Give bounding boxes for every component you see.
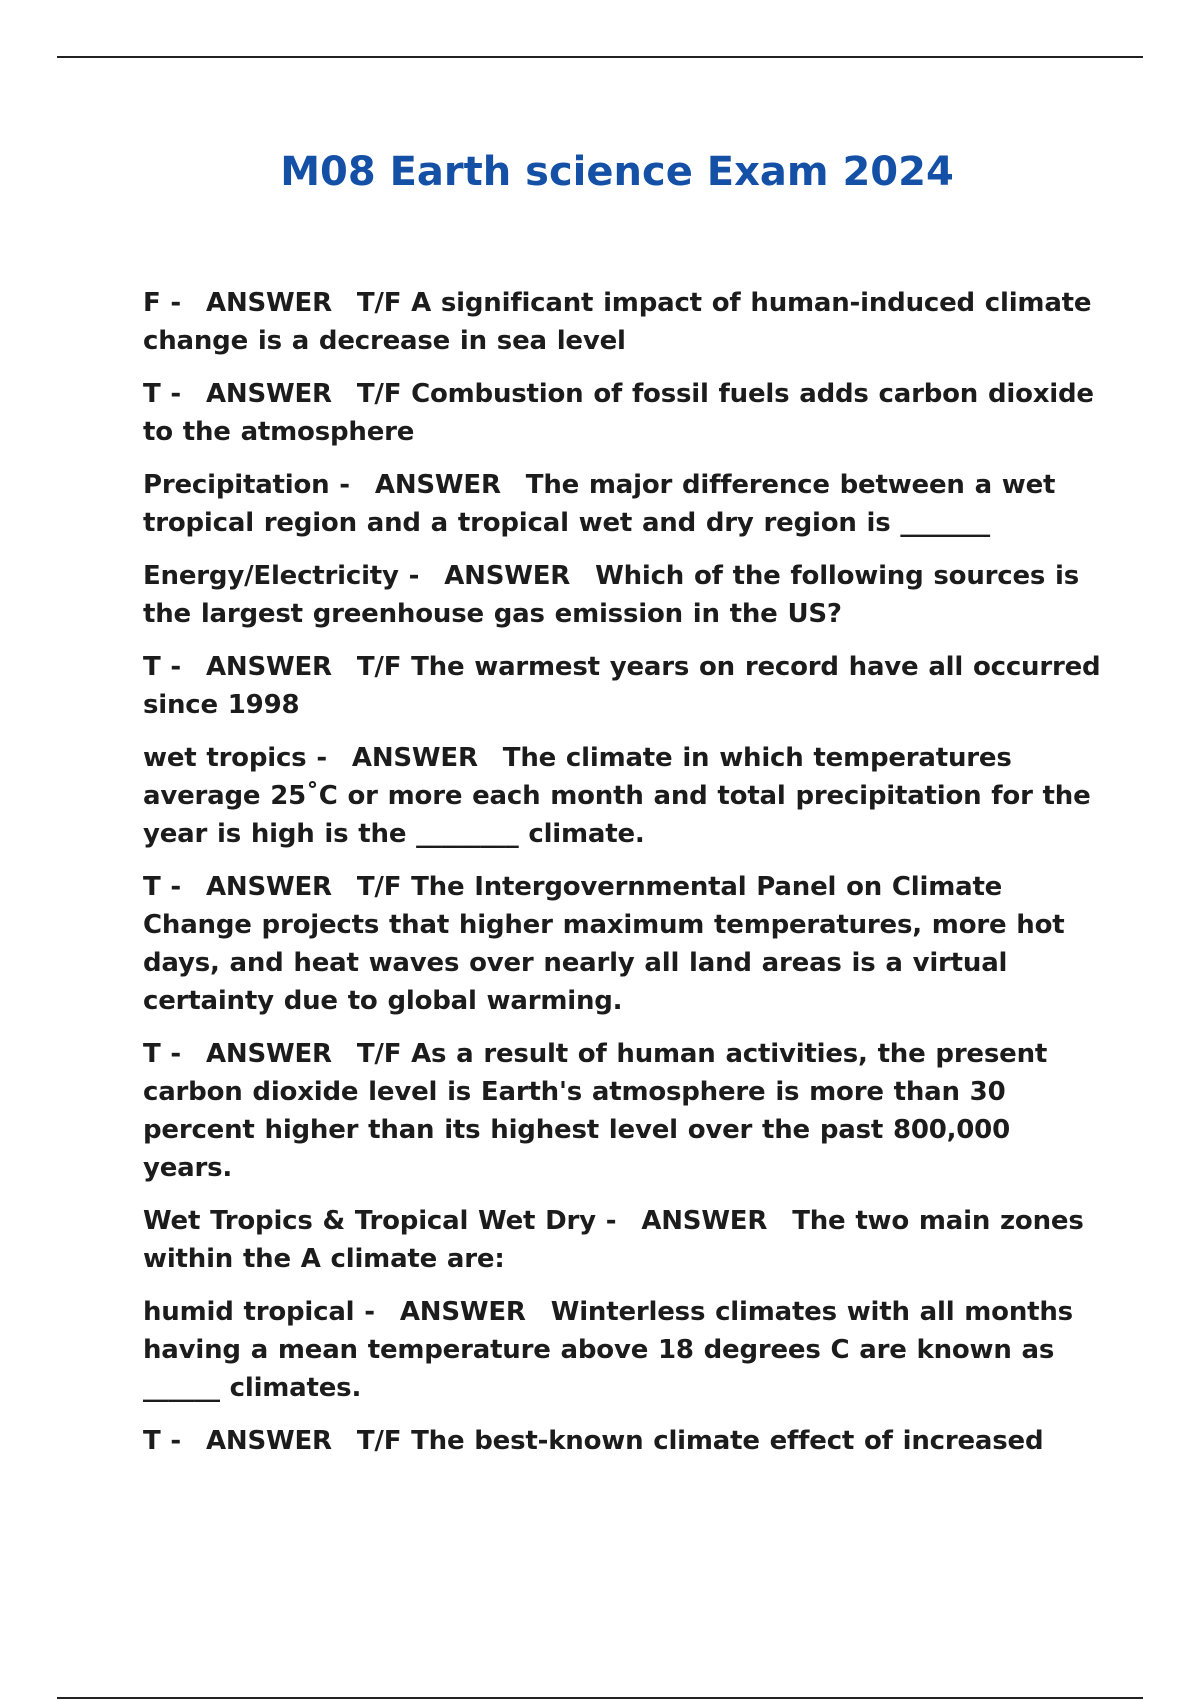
answer-marker: ANSWER	[206, 872, 332, 902]
qa-item-1	[143, 284, 1103, 360]
question-text: T/F The best-known climate effect of increased	[356, 1426, 1044, 1456]
answer-marker: ANSWER	[641, 1206, 768, 1236]
answer-marker: ANSWER	[206, 652, 332, 682]
answer-marker: ANSWER	[374, 470, 501, 500]
qa-item-11	[143, 1422, 1103, 1460]
question-text: The major difference between a wet tropical region and a tropical wet and dry region is _______	[143, 470, 1056, 538]
document-title: M08 Earth science Exam 2024	[280, 149, 954, 195]
answer-marker: ANSWER	[206, 1426, 332, 1456]
qa-item-8	[143, 1035, 1103, 1187]
qa-item-10	[143, 1293, 1103, 1407]
answer-term: T -	[143, 652, 181, 682]
question-text: T/F A significant impact of human-induced climate change is a decrease in sea level	[143, 288, 1092, 356]
qa-item-2	[143, 375, 1103, 451]
bottom-rule	[57, 1697, 1143, 1699]
answer-term: T -	[143, 1039, 181, 1069]
answer-term: wet tropics -	[143, 743, 327, 773]
qa-item-6	[143, 739, 1103, 853]
qa-item-4	[143, 557, 1103, 633]
question-text: T/F Combustion of fossil fuels adds carbon dioxide to the atmosphere	[143, 379, 1094, 447]
answer-term: Wet Tropics & Tropical Wet Dry -	[143, 1206, 616, 1236]
question-text: T/F As a result of human activities, the present carbon dioxide level is Earth's atmosphere is more than 30 percent higher than its highest level over the past 800,000 years.	[143, 1039, 1048, 1183]
answer-term: T -	[143, 1426, 181, 1456]
qa-item-9	[143, 1202, 1103, 1278]
answer-marker: ANSWER	[351, 743, 478, 773]
answer-term: T -	[143, 379, 181, 409]
qa-item-5	[143, 648, 1103, 724]
answer-term: Precipitation -	[143, 470, 350, 500]
answer-marker: ANSWER	[444, 561, 571, 591]
qa-item-3	[143, 466, 1103, 542]
question-text: Which of the following sources is the largest greenhouse gas emission in the US?	[143, 561, 1080, 629]
answer-marker: ANSWER	[206, 288, 332, 318]
question-text: Winterless climates with all months having a mean temperature above 18 degrees C are known as ______ climates.	[143, 1297, 1073, 1403]
answer-marker: ANSWER	[399, 1297, 526, 1327]
answer-marker: ANSWER	[206, 1039, 332, 1069]
answer-term: T -	[143, 872, 181, 902]
answer-term: Energy/Electricity -	[143, 561, 419, 591]
question-text: The two main zones within the A climate are:	[143, 1206, 1084, 1274]
qa-item-7	[143, 868, 1103, 1020]
question-text: The climate in which temperatures average 25˚C or more each month and total precipitation for the year is high is the ________ climate.	[143, 743, 1091, 849]
question-text: T/F The warmest years on record have all occurred since 1998	[143, 652, 1101, 720]
qa-list	[143, 284, 1103, 1475]
top-rule	[57, 56, 1143, 58]
question-text: T/F The Intergovernmental Panel on Climate Change projects that higher maximum temperatures, more hot days, and heat waves over nearly all land areas is a virtual certainty due to global warming.	[143, 872, 1065, 1016]
answer-marker: ANSWER	[206, 379, 332, 409]
answer-term: humid tropical -	[143, 1297, 375, 1327]
answer-term: F -	[143, 288, 181, 318]
